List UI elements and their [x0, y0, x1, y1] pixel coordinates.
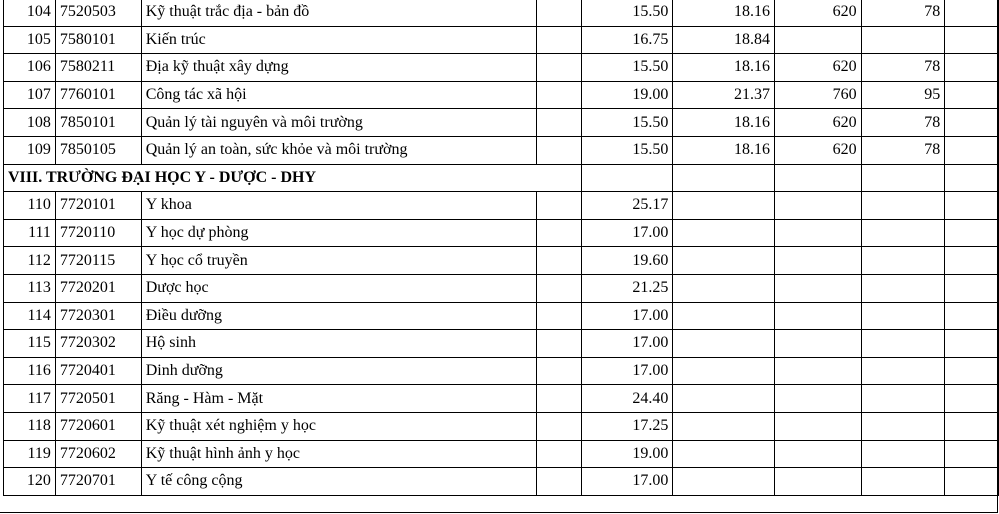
major-name: Răng - Hàm - Mặt: [141, 385, 536, 413]
major-name: Kỹ thuật trắc địa - bản đồ: [141, 0, 536, 26]
empty-cell: [536, 109, 581, 137]
empty-cell: [536, 302, 581, 330]
row-number: 112: [4, 247, 56, 275]
major-code: 7760101: [55, 81, 141, 109]
row-number: 120: [4, 468, 56, 496]
major-name: Quản lý tài nguyên và môi trường: [141, 109, 536, 137]
table-row: [4, 81, 999, 109]
score-4: [861, 192, 945, 220]
empty-cell: [673, 164, 775, 192]
table-row: [4, 54, 999, 82]
score-2: [673, 302, 775, 330]
score-2: 18.16: [673, 136, 775, 164]
major-name: Kỹ thuật xét nghiệm y học: [141, 412, 536, 440]
score-1: 15.50: [581, 54, 673, 82]
major-name: Hộ sinh: [141, 330, 536, 358]
major-code: 7580211: [55, 54, 141, 82]
table-row: [4, 412, 999, 440]
score-1: 19.00: [581, 440, 673, 468]
row-number: 109: [4, 136, 56, 164]
score-1: 19.00: [581, 81, 673, 109]
score-3: [775, 385, 862, 413]
table-row: [4, 468, 999, 496]
major-code: 7720501: [55, 385, 141, 413]
score-1: 17.00: [581, 302, 673, 330]
score-2: 18.84: [673, 26, 775, 54]
table-row: [4, 109, 999, 137]
empty-cell: [536, 357, 581, 385]
table-row: [4, 330, 999, 358]
score-2: [673, 468, 775, 496]
score-3: [775, 357, 862, 385]
major-code: 7720302: [55, 330, 141, 358]
score-4: [861, 468, 945, 496]
admission-score-table: [3, 0, 999, 496]
score-4: [861, 330, 945, 358]
empty-cell: [945, 412, 999, 440]
major-code: 7720201: [55, 274, 141, 302]
empty-cell: [945, 0, 999, 26]
empty-cell: [861, 164, 945, 192]
empty-cell: [945, 192, 999, 220]
major-name: Dược học: [141, 274, 536, 302]
empty-cell: [945, 164, 999, 192]
score-3: [775, 330, 862, 358]
score-2: 18.16: [673, 0, 775, 26]
score-1: 17.00: [581, 357, 673, 385]
score-3: [775, 468, 862, 496]
score-1: 17.00: [581, 468, 673, 496]
score-3: 760: [775, 81, 862, 109]
major-name: Địa kỹ thuật xây dựng: [141, 54, 536, 82]
table-row: [4, 136, 999, 164]
section-title: VIII. TRƯỜNG ĐẠI HỌC Y - DƯỢC - DHY: [4, 164, 582, 192]
score-1: 25.17: [581, 192, 673, 220]
major-code: 7720110: [55, 219, 141, 247]
score-4: [861, 247, 945, 275]
empty-cell: [536, 219, 581, 247]
score-3: [775, 440, 862, 468]
major-code: 7720101: [55, 192, 141, 220]
score-4: 78: [861, 136, 945, 164]
score-1: 15.50: [581, 136, 673, 164]
empty-cell: [945, 219, 999, 247]
score-4: 95: [861, 81, 945, 109]
empty-cell: [536, 440, 581, 468]
empty-cell: [536, 247, 581, 275]
score-1: 15.50: [581, 0, 673, 26]
score-1: 24.40: [581, 385, 673, 413]
score-2: 21.37: [673, 81, 775, 109]
empty-cell: [536, 26, 581, 54]
table-row: [4, 219, 999, 247]
major-name: Y tế công cộng: [141, 468, 536, 496]
major-name: Y khoa: [141, 192, 536, 220]
score-3: 620: [775, 0, 862, 26]
major-code: 7580101: [55, 26, 141, 54]
table-row: [4, 192, 999, 220]
row-number: 115: [4, 330, 56, 358]
empty-cell: [536, 136, 581, 164]
major-name: Công tác xã hội: [141, 81, 536, 109]
score-3: 620: [775, 54, 862, 82]
score-4: [861, 357, 945, 385]
major-code: 7720115: [55, 247, 141, 275]
score-1: 17.00: [581, 330, 673, 358]
score-2: [673, 385, 775, 413]
empty-cell: [945, 247, 999, 275]
empty-cell: [945, 81, 999, 109]
table-row: [4, 357, 999, 385]
empty-cell: [536, 385, 581, 413]
score-1: 17.00: [581, 219, 673, 247]
major-code: 7720602: [55, 440, 141, 468]
score-3: [775, 274, 862, 302]
score-2: [673, 192, 775, 220]
score-3: [775, 412, 862, 440]
row-number: 118: [4, 412, 56, 440]
score-2: 18.16: [673, 54, 775, 82]
empty-cell: [536, 0, 581, 26]
empty-cell: [945, 440, 999, 468]
empty-cell: [945, 385, 999, 413]
table-row: [4, 0, 999, 26]
major-name: Kiến trúc: [141, 26, 536, 54]
table-row: [4, 274, 999, 302]
score-2: [673, 274, 775, 302]
score-3: [775, 247, 862, 275]
row-number: 113: [4, 274, 56, 302]
score-4: [861, 385, 945, 413]
score-2: [673, 330, 775, 358]
major-name: Y học dự phòng: [141, 219, 536, 247]
empty-cell: [945, 26, 999, 54]
major-name: Dinh dưỡng: [141, 357, 536, 385]
major-code: 7850101: [55, 109, 141, 137]
major-code: 7520503: [55, 0, 141, 26]
score-2: [673, 412, 775, 440]
score-3: [775, 219, 862, 247]
major-code: 7720701: [55, 468, 141, 496]
empty-cell: [945, 136, 999, 164]
empty-cell: [945, 274, 999, 302]
score-1: 19.60: [581, 247, 673, 275]
empty-cell: [536, 274, 581, 302]
score-1: 21.25: [581, 274, 673, 302]
score-4: [861, 26, 945, 54]
section-header-row: [4, 164, 999, 192]
major-code: 7850105: [55, 136, 141, 164]
row-number: 116: [4, 357, 56, 385]
table-row: [4, 302, 999, 330]
row-number: 119: [4, 440, 56, 468]
score-2: [673, 219, 775, 247]
score-1: 16.75: [581, 26, 673, 54]
row-number: 104: [4, 0, 56, 26]
table-body: [4, 0, 999, 495]
score-4: [861, 219, 945, 247]
empty-cell: [945, 357, 999, 385]
row-number: 106: [4, 54, 56, 82]
score-3: [775, 302, 862, 330]
score-4: [861, 440, 945, 468]
empty-cell: [581, 164, 673, 192]
empty-cell: [536, 81, 581, 109]
empty-cell: [945, 468, 999, 496]
empty-cell: [536, 192, 581, 220]
score-4: [861, 302, 945, 330]
score-2: [673, 357, 775, 385]
score-3: [775, 192, 862, 220]
score-3: [775, 26, 862, 54]
score-4: 78: [861, 0, 945, 26]
row-number: 117: [4, 385, 56, 413]
table-row: [4, 385, 999, 413]
major-name: Quản lý an toàn, sức khỏe và môi trường: [141, 136, 536, 164]
score-4: 78: [861, 54, 945, 82]
major-name: Kỹ thuật hình ảnh y học: [141, 440, 536, 468]
empty-cell: [536, 412, 581, 440]
table-row: [4, 26, 999, 54]
score-4: [861, 412, 945, 440]
empty-cell: [536, 54, 581, 82]
row-number: 107: [4, 81, 56, 109]
score-3: 620: [775, 136, 862, 164]
row-number: 105: [4, 26, 56, 54]
empty-cell: [536, 468, 581, 496]
row-number: 111: [4, 219, 56, 247]
score-1: 15.50: [581, 109, 673, 137]
score-2: [673, 247, 775, 275]
score-3: 620: [775, 109, 862, 137]
score-4: 78: [861, 109, 945, 137]
empty-cell: [945, 330, 999, 358]
major-code: 7720601: [55, 412, 141, 440]
empty-cell: [536, 330, 581, 358]
empty-cell: [945, 302, 999, 330]
major-name: Điều dưỡng: [141, 302, 536, 330]
row-number: 110: [4, 192, 56, 220]
major-code: 7720401: [55, 357, 141, 385]
score-1: 17.25: [581, 412, 673, 440]
table-row: [4, 440, 999, 468]
table-row: [4, 247, 999, 275]
score-2: 18.16: [673, 109, 775, 137]
major-name: Y học cổ truyền: [141, 247, 536, 275]
empty-cell: [945, 109, 999, 137]
empty-cell: [945, 54, 999, 82]
score-2: [673, 440, 775, 468]
score-4: [861, 274, 945, 302]
row-number: 108: [4, 109, 56, 137]
major-code: 7720301: [55, 302, 141, 330]
empty-cell: [775, 164, 862, 192]
row-number: 114: [4, 302, 56, 330]
